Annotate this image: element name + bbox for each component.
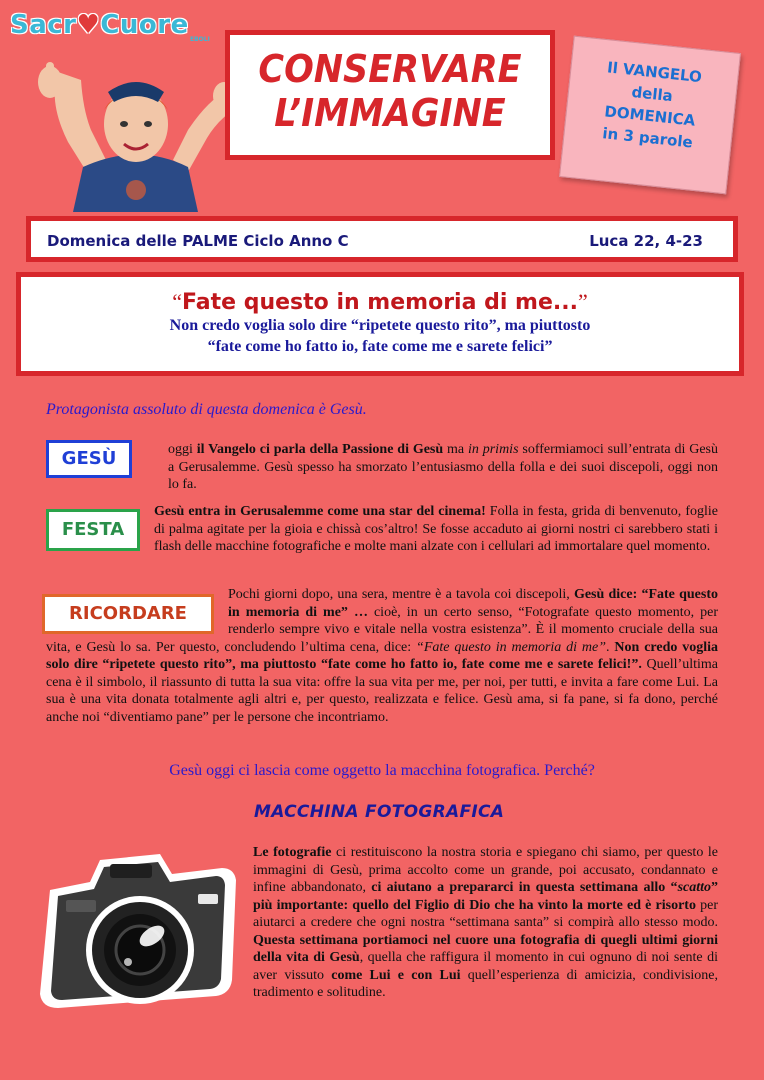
label-gesu: GESÙ xyxy=(46,440,132,478)
camera-icon xyxy=(30,840,242,1018)
heart-icon: ♥ xyxy=(76,10,101,40)
intro-line: Protagonista assoluto di questa domenica è Gesù. xyxy=(46,401,367,418)
logo-text-2: Cuore xyxy=(100,10,189,40)
title-box xyxy=(225,30,555,160)
note-line-3: DOMENICA xyxy=(603,102,697,130)
quote-box xyxy=(16,272,744,376)
quote-main: “Fate questo in memoria di me...” xyxy=(172,289,588,315)
note-line-4: in 3 parole xyxy=(601,124,694,152)
title-line-2: L’IMMAGINE xyxy=(274,91,506,135)
label-festa: FESTA xyxy=(46,509,140,551)
liturgy-day: Domenica delle PALME Ciclo Anno C xyxy=(47,232,349,250)
paragraph-camera: Le fotografie ci restituiscono la nostra storia e spiegano chi siamo, per questo le immagini di Gesù, prima accolto come un grande, poi accusato, condannato e infine abbandonato, ci aiutano a prepararci in questa settimana allo “scatto” più importante: quello del Figlio di Dio che ha vinto la morte ed è risorto per aiutarci a credere che ogni nostra “settimana santa” si compirà allo stesso modo. Questa settimana portiamoci nel cuore una fotografia di quegli ultimi giorni della vita di Gesù, quella che raffigura il momento in cui ognuno di noi sente di aver vissuto come Lui e con Lui quell’esperienza di amicizia, condivisione, tradimento e solitudine. xyxy=(253,845,719,1000)
sticky-note xyxy=(559,36,741,195)
section-title-camera: MACCHINA FOTOGRAFICA xyxy=(254,802,505,822)
paragraph-gesu: oggi il Vangelo ci parla della Passione di Gesù ma in primis soffermiamoci sull’entrata di Gesù a Gerusalemme. Gesù spesso ha smorzato l’entusiasmo della folla e dei suoi discepoli, oggi non lo fa. xyxy=(46,441,718,494)
note-line-2: della xyxy=(630,83,674,106)
logo-text-1: Sacr xyxy=(10,10,77,40)
liturgy-info-bar xyxy=(26,216,738,262)
label-ricordare: RICORDARE xyxy=(42,594,214,634)
logo-subtitle: EBOLI xyxy=(190,36,210,43)
quote-sub-2: “fate come ho fatto io, fate come me e sarete felici” xyxy=(207,338,553,355)
paragraph-ricordare: Pochi giorni dopo, una sera, mentre è a tavola coi discepoli, Gesù dice: “Fate questo in memoria di me” … cioè, in un certo senso, “Fotografate questo momento, per renderlo sempre vivo e vitale nella vostra esistenza”. È il momento cruciale della sua vita, e Gesù lo sa. Per questo, concludendo l’ultima cena, dice: “Fate questo in memoria di me”. Non credo voglia solo dire “ripetete questo rito”, ma piuttosto “fate come ho fatto io, fate come me e sarete felici!”. Quell’ultima cena è il simbolo, il riassunto di tutta la sua vita: offre la sua vita per me, per noi, per tutti, e invita a fare come Lui. La sua è una vita donata totalmente agli altri e, per questo, realizzata e felice. Gesù ama, si fa pane, si fa dono, perché anche noi “diventiamo pane” per le persone che incontriamo. xyxy=(46,587,719,725)
sacrocuore-logo xyxy=(10,10,189,40)
note-line-1: Il VANGELO xyxy=(606,58,703,87)
camera-question: Gesù oggi ci lascia come oggetto la macchina fotografica. Perché? xyxy=(169,762,595,779)
gospel-reference: Luca 22, 4-23 xyxy=(589,232,703,250)
paragraph-festa: Gesù entra in Gerusalemme come una star del cinema! Folla in festa, grida di benvenuto, foglie di palma agitate per la gioia e chissà cos’altro! Se fosse accaduto ai giorni nostri ci sarebbero stati i flash delle macchine fotografiche e molte mani alzate con i cellulari ad immortalare quel momento. xyxy=(46,503,718,556)
boy-thumbs-up-illustration xyxy=(28,62,246,212)
quote-sub-1: Non credo voglia solo dire “ripetete questo rito”, ma piuttosto xyxy=(169,317,591,334)
title-line-1: CONSERVARE xyxy=(258,47,522,91)
